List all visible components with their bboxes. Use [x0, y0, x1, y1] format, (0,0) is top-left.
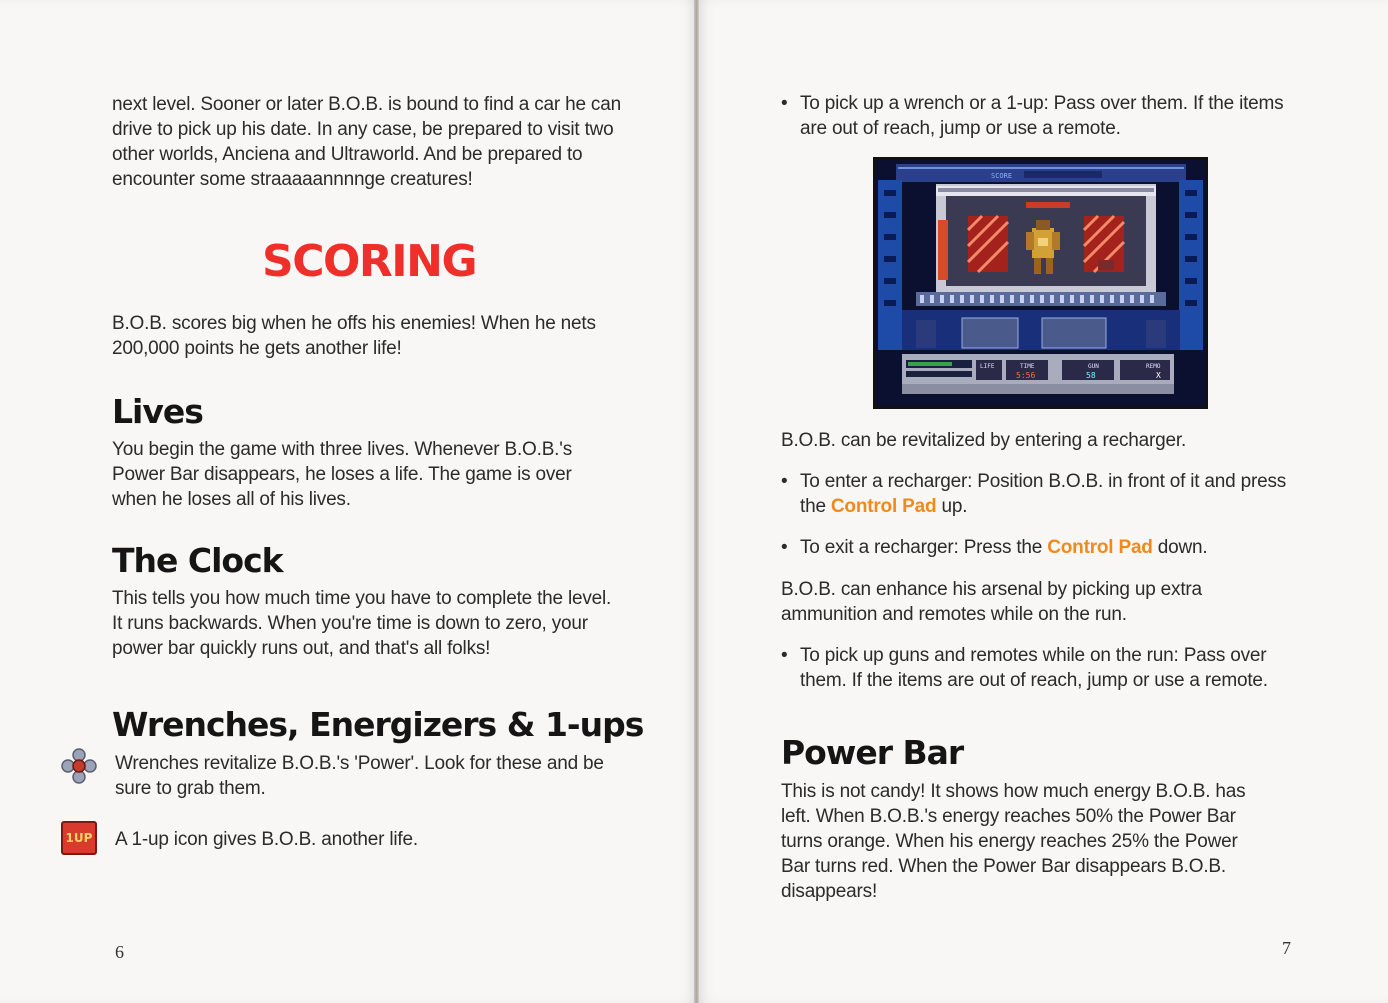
bullet-wrench-1up	[781, 91, 1290, 141]
game-screenshot	[873, 157, 1208, 409]
hud-remo-label: REMO	[1146, 363, 1161, 370]
one-up-paragraph: A 1-up icon gives B.O.B. another life.	[115, 829, 418, 850]
bullet-text-post: down.	[1152, 537, 1208, 558]
lives-paragraph: You begin the game with three lives. Whenever B.O.B.'s Power Bar disappears, he loses a life. The game is over when he loses all of his lives.	[112, 439, 572, 510]
hud-remo-value: X	[1156, 371, 1161, 380]
wrenches-heading: Wrenches, Energizers & 1-ups	[112, 705, 644, 744]
hud-gun-value: 58	[1086, 371, 1096, 380]
lives-heading: Lives	[112, 392, 203, 431]
bullet-text: To pick up a wrench or a 1-up: Pass over them. If the items are out of reach, jump or use a remote.	[800, 93, 1284, 139]
bullet-exit-recharger	[781, 535, 1290, 560]
clock-heading: The Clock	[112, 541, 283, 580]
scoring-heading: SCORING	[262, 236, 477, 287]
hud-life-label: LIFE	[980, 363, 995, 370]
control-pad-highlight: Control Pad	[1047, 537, 1153, 558]
one-up-icon: 1UP	[61, 821, 97, 855]
bullet-dot: •	[781, 471, 788, 492]
hud-gun-label: GUN	[1088, 363, 1099, 370]
scoring-paragraph: B.O.B. scores big when he offs his enemies! When he nets 200,000 points he gets another life!	[112, 313, 596, 359]
hud-time-label: TIME	[1020, 363, 1035, 370]
page-number-left: 6	[115, 942, 124, 962]
power-bar-paragraph: This is not candy! It shows how much energy B.O.B. has left. When B.O.B.'s energy reaches 50% the Power Bar turns orange. When his energy reaches 25% the Power Bar turns red. When the Power Bar disappears B.O.B. disappears!	[781, 781, 1246, 902]
bullet-dot: •	[781, 537, 788, 558]
bullet-dot: •	[781, 93, 788, 114]
hud-time-value: 5:56	[1016, 371, 1036, 380]
bullet-guns-remotes	[781, 643, 1290, 693]
page-number-right: 7	[1282, 938, 1291, 958]
bullet-text: To pick up guns and remotes while on the run: Pass over them. If the items are out of reach, jump or use a remote.	[800, 645, 1268, 691]
clock-paragraph: This tells you how much time you have to complete the level. It runs backwards. When you're time is down to zero, your power bar quickly runs out, and that's all folks!	[112, 588, 612, 659]
control-pad-highlight: Control Pad	[830, 496, 937, 517]
book-spine	[694, 0, 699, 1003]
bullet-enter-recharger	[781, 469, 1290, 519]
bullet-text-post: up.	[936, 496, 968, 517]
arsenal-paragraph: B.O.B. can enhance his arsenal by picking up extra ammunition and remotes while on the run.	[781, 579, 1202, 625]
bullet-dot: •	[781, 645, 788, 666]
recharger-paragraph: B.O.B. can be revitalized by entering a recharger.	[781, 430, 1187, 451]
hud-score-label: SCORE	[991, 172, 1013, 180]
wrenches-paragraph: Wrenches revitalize B.O.B.'s 'Power'. Look for these and be sure to grab them.	[115, 753, 604, 799]
bullet-text-pre: To enter a recharger: Position B.O.B. in front of it and press the	[800, 471, 1287, 517]
power-bar-heading: Power Bar	[781, 733, 964, 772]
intro-paragraph: next level. Sooner or later B.O.B. is bound to find a car he can drive to pick up his date. In any case, be prepared to visit two other worlds, Anciena and Ultraworld. And be prepared to encounter some straaaaannnnge creatures!	[112, 94, 621, 190]
wrench-icon	[60, 747, 98, 785]
bullet-text-pre: To exit a recharger: Press the	[800, 537, 1048, 558]
